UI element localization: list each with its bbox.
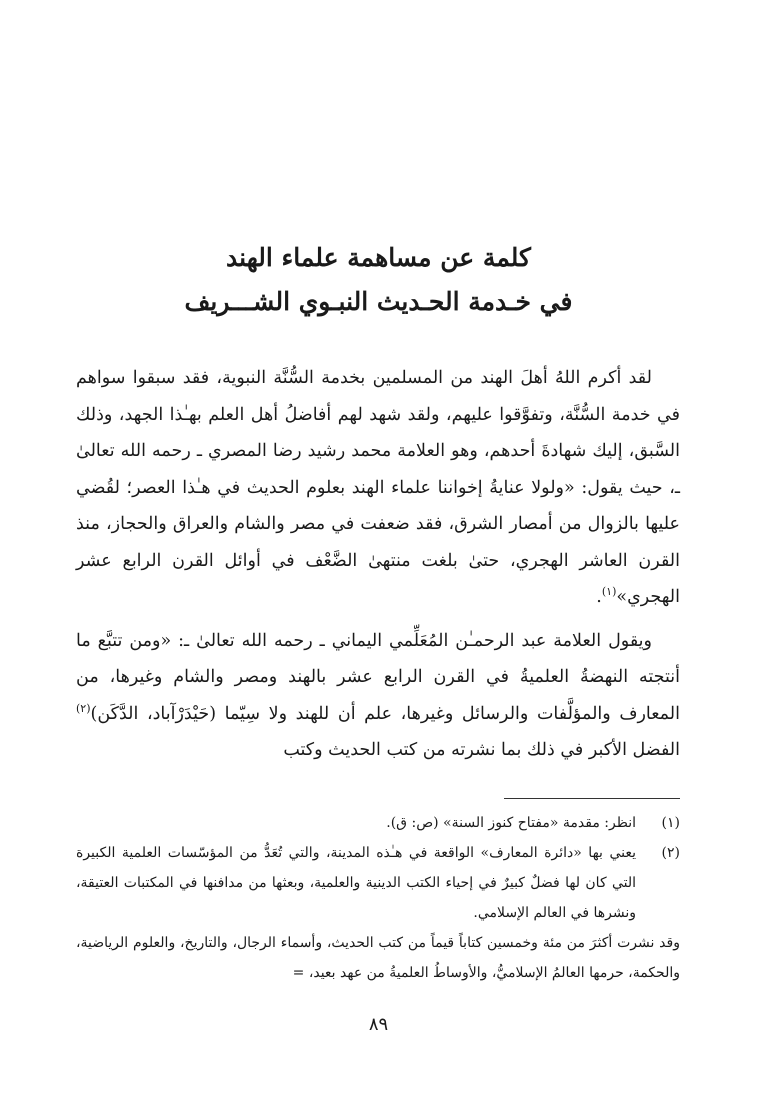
- footnote-continuation: وقد نشرت أكثرَ من مئة وخمسين كتاباً قيماً من كتب الحديث، وأسماء الرجال، والتاريخ، والعلوم الرياضية، والحكمة، حرمها العالمُ الإسلاميُّ، والأوساطُ العلميةُ من عهد بعيد، =: [76, 935, 680, 981]
- footnote-separator: [504, 798, 680, 799]
- body-text: [76, 360, 680, 769]
- footnote-ref-2: (٢): [76, 701, 91, 715]
- paragraph-1: [76, 360, 680, 616]
- page-number: ٨٩: [368, 1014, 389, 1035]
- footnote-1: [76, 808, 680, 838]
- chapter-title: [80, 236, 677, 324]
- paragraph-1-tail: .: [596, 587, 602, 607]
- chapter-title-line-2: في خـدمة الحـديث النبـوي الشـــريف: [184, 287, 573, 316]
- paragraph-2: [76, 623, 680, 769]
- paragraph-2-tail: الفضل الأكبر في ذلك بما نشرته من كتب الحديث وكتب: [283, 740, 680, 760]
- footnote-1-number: (١): [661, 815, 680, 831]
- footnotes: [76, 808, 680, 988]
- chapter-title-line-1: كلمة عن مساهمة علماء الهند: [226, 243, 531, 272]
- footnote-1-text: انظر: مقدمة «مفتاح كنوز السنة» (ص: ق).: [386, 815, 636, 831]
- footnote-2-number: (٢): [661, 845, 680, 861]
- footnote-2: [76, 838, 680, 928]
- paragraph-2-text: ويقول العلامة عبد الرحمـٰن المُعَلِّمي اليماني ـ رحمه الله تعالىٰ ـ: «ومن تتبَّع ما أنتجته النهضةُ العلميةُ في القرن الرابع عشر بالهند ومصر والشام وغيرها، من المعارف والمؤلَّفات والرسائل وغيرها، علم أن للهند ولا سِيّما (حَيْدَرْآباد، الدَّكَن): [76, 630, 680, 724]
- paragraph-1-text: لقد أكرم اللهُ أهلَ الهند من المسلمين بخدمة السُّنَّة النبوية، فقد سبقوا سواهم في خدمة السُّنَّة، وتفوَّقوا عليهم، ولقد شهد لهم أفاضلُ أهل العلم بهـٰذا الجهد، وذلك السَّبق، إليك شهادةَ أحدهم، وهو العلامة محمد رشيد رضا المصري ـ رحمه الله تعالىٰ ـ، حيث يقول: «ولولا عنايةُ إخواننا علماء الهند بعلوم الحديث في هـٰذا العصر؛ لقُضي عليها بالزوال من أمصار الشرق، فقد ضعفت في مصر والشام والعراق والحجاز، منذ القرن العاشر الهجري، حتىٰ بلغت منتهىٰ الضَّعْف في أوائل القرن الرابع عشر الهجري»: [76, 368, 680, 607]
- footnote-2-text: يعني بها «دائرة المعارف» الواقعة في هـٰذه المدينة، والتي تُعَدُّ من المؤسّسات العلمية الكبيرة التي كان لها فضلٌ كبيرٌ في إحياء الكتب الدينية والعلمية، وبعثها من مدافنها في المكتبات العتيقة، ونشرها في العالم الإسلامي.: [76, 845, 636, 921]
- footnote-ref-1: (١): [601, 585, 617, 599]
